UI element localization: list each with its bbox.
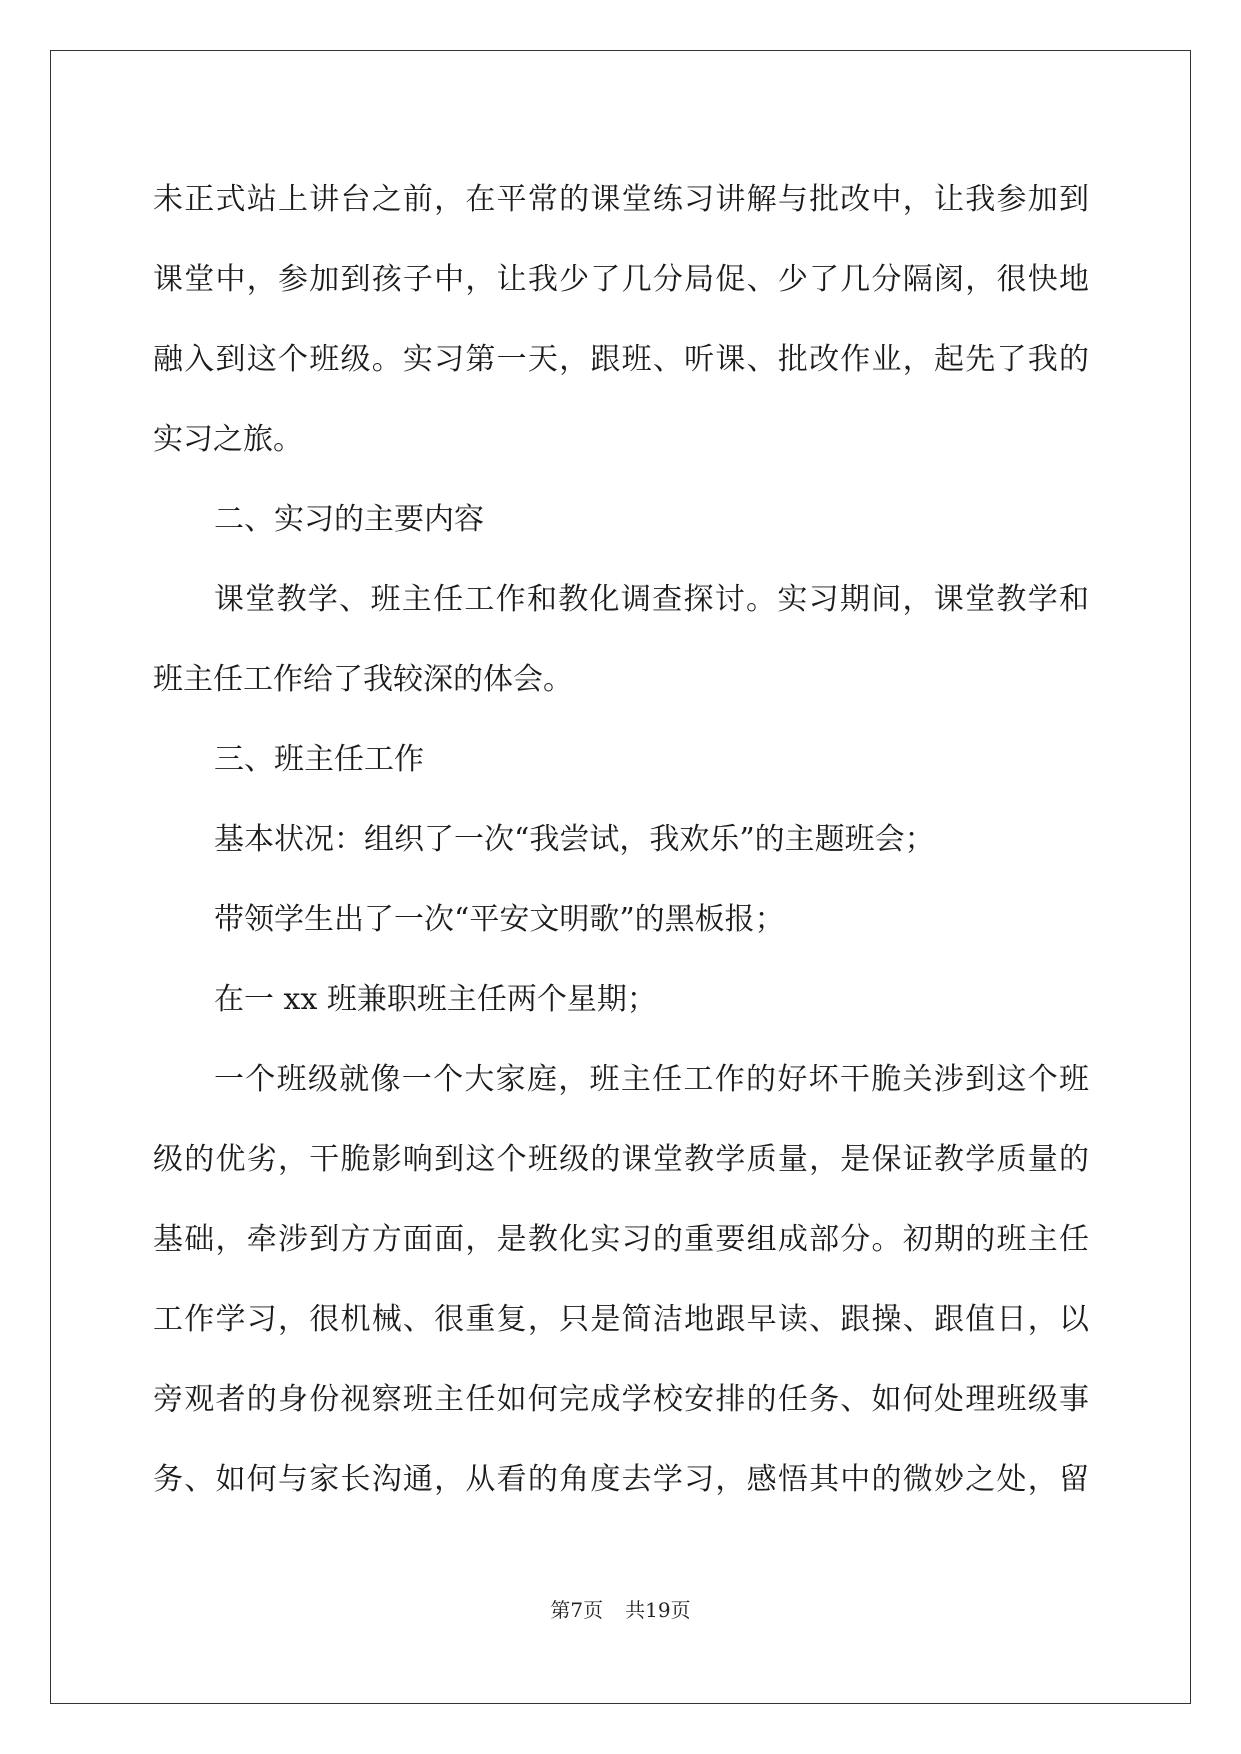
paragraph-line: 级的优劣，干脆影响到这个班级的课堂教学质量，是保证教学质量的	[153, 1142, 1089, 1177]
paragraph-line: 班主任工作给了我较深的体会。	[153, 662, 573, 697]
paragraph-line: 课堂教学、班主任工作和教化调查探讨。实习期间，课堂教学和	[214, 582, 1089, 617]
document-body	[153, 160, 1089, 1520]
list-item: 在一 xx 班兼职班主任两个星期；	[214, 982, 657, 1017]
paragraph-line: 旁观者的身份视察班主任如何完成学校安排的任务、如何处理班级事	[153, 1382, 1089, 1417]
list-item: 带领学生出了一次“平安文明歌”的黑板报；	[214, 902, 785, 937]
paragraph-line: 一个班级就像一个大家庭，班主任工作的好坏干脆关涉到这个班	[214, 1062, 1089, 1097]
section-heading: 二、实习的主要内容	[214, 502, 484, 537]
paragraph-line: 融入到这个班级。实习第一天，跟班、听课、批改作业，起先了我的	[153, 342, 1089, 377]
page-number-total: 共19页	[625, 1598, 691, 1622]
paragraph-line: 基础，牵涉到方方面面，是教化实习的重要组成部分。初期的班主任	[153, 1222, 1089, 1257]
paragraph-line: 工作学习，很机械、很重复，只是简洁地跟早读、跟操、跟值日，以	[153, 1302, 1089, 1337]
page-footer	[0, 1594, 1241, 1623]
paragraph-line: 实习之旅。	[153, 422, 303, 457]
page-number-current: 第7页	[550, 1598, 604, 1622]
list-item: 基本状况：组织了一次“我尝试，我欢乐”的主题班会；	[214, 822, 935, 857]
paragraph-line: 务、如何与家长沟通，从看的角度去学习，感悟其中的微妙之处，留	[153, 1462, 1089, 1497]
section-heading: 三、班主任工作	[214, 742, 424, 777]
paragraph-line: 未正式站上讲台之前，在平常的课堂练习讲解与批改中，让我参加到	[153, 182, 1089, 217]
paragraph-line: 课堂中，参加到孩子中，让我少了几分局促、少了几分隔阂，很快地	[153, 262, 1089, 297]
